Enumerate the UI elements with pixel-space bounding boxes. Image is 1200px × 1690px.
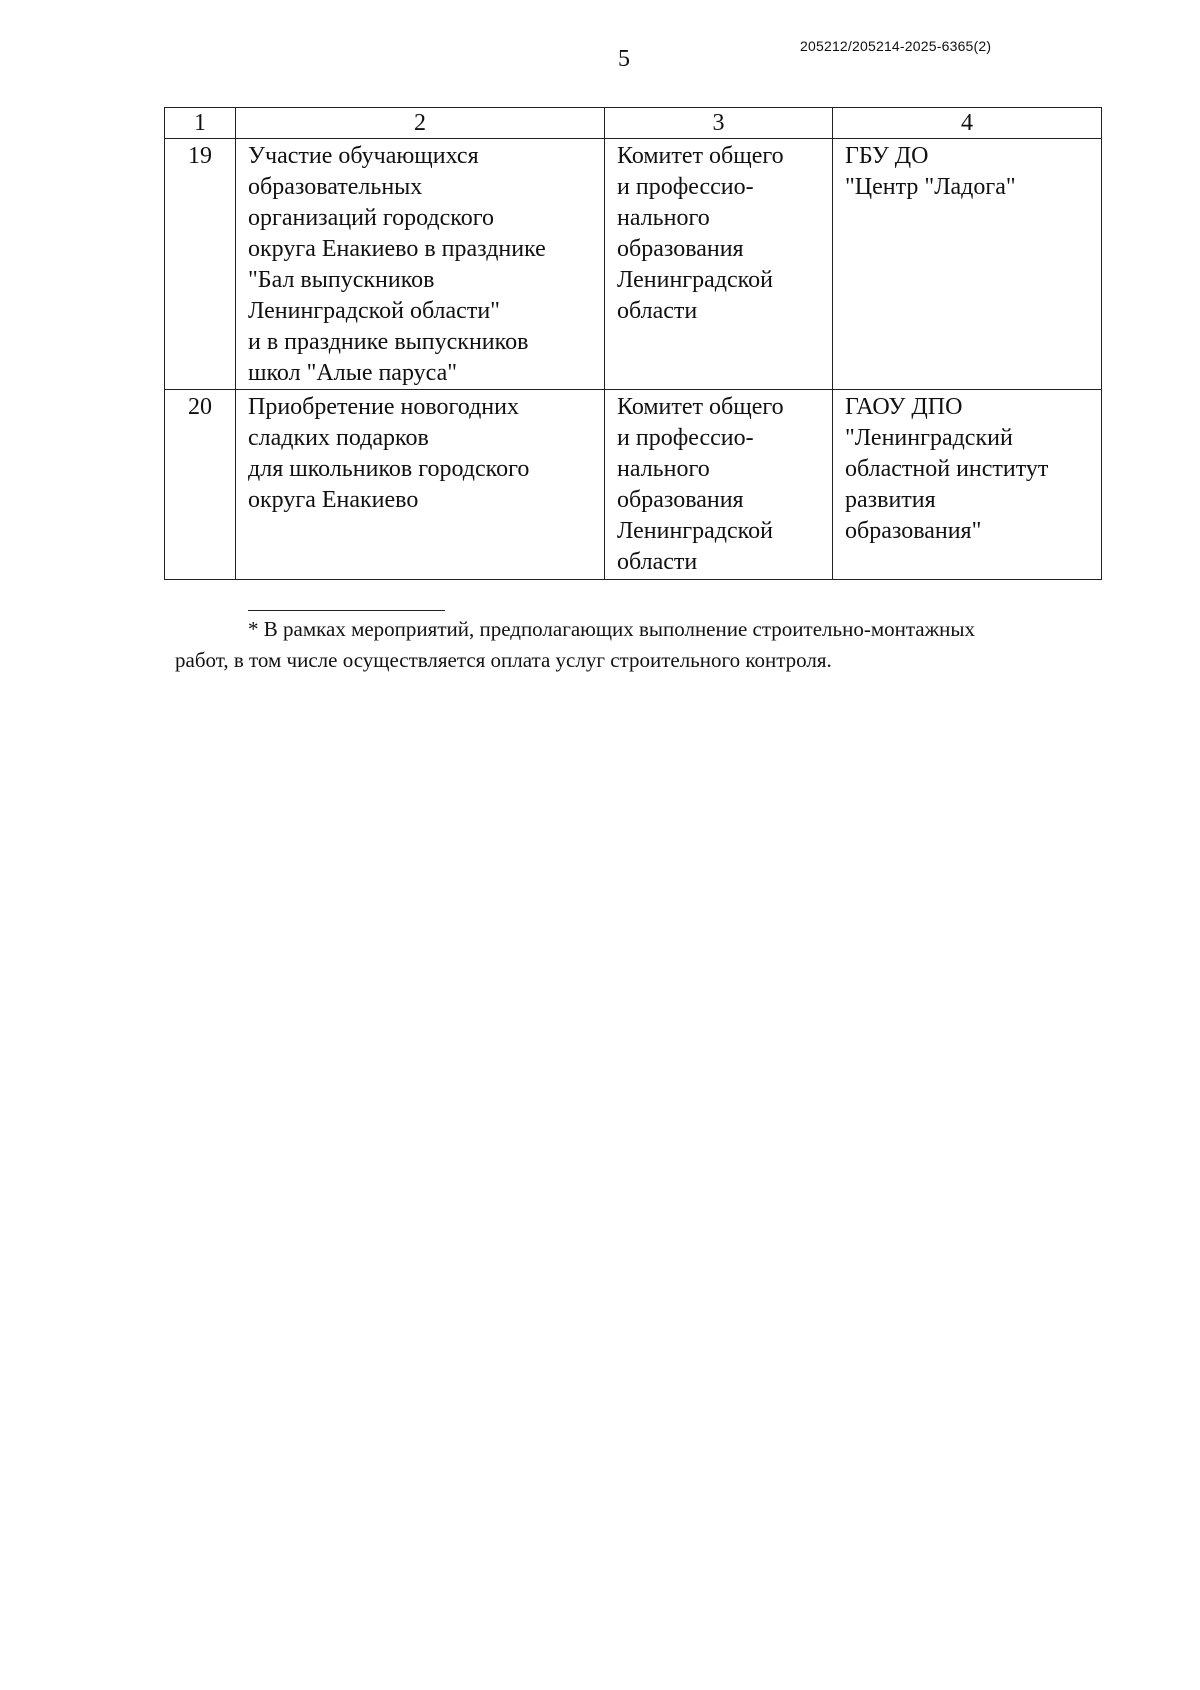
executor-line: областной институт bbox=[845, 456, 1049, 482]
column-header-3: 3 bbox=[605, 108, 833, 139]
event-line: и в празднике выпускников bbox=[248, 329, 529, 355]
table-row bbox=[165, 390, 1102, 580]
committee-line: Комитет общего bbox=[617, 394, 784, 420]
column-header-1: 1 bbox=[165, 108, 236, 139]
event-line: школ "Алые паруса" bbox=[248, 360, 458, 386]
committee-line: области bbox=[617, 298, 698, 324]
column-header-4: 4 bbox=[833, 108, 1102, 139]
measures-table bbox=[164, 107, 1102, 580]
executor-line: "Центр "Ладога" bbox=[845, 174, 1016, 200]
committee-line: и профессио- bbox=[617, 425, 754, 451]
event-line: сладких подарков bbox=[248, 425, 429, 451]
executor-cell bbox=[833, 139, 1102, 390]
event-line: округа Енакиево bbox=[248, 487, 419, 513]
event-line: "Бал выпускников bbox=[248, 267, 435, 293]
footnote bbox=[175, 614, 1105, 676]
event-line: Ленинградской области" bbox=[248, 298, 500, 324]
footnote-line: * В рамках мероприятий, предполагающих выполнение строительно-монтажных bbox=[248, 617, 975, 641]
responsible-committee-cell bbox=[605, 139, 833, 390]
committee-line: области bbox=[617, 549, 698, 575]
executor-line: образования" bbox=[845, 518, 982, 544]
committee-line: нального bbox=[617, 205, 710, 231]
event-line: организаций городского bbox=[248, 205, 494, 231]
event-line: Участие обучающихся bbox=[248, 143, 479, 169]
event-description-cell bbox=[236, 139, 605, 390]
table-body bbox=[165, 139, 1102, 580]
committee-line: образования bbox=[617, 236, 744, 262]
document-id: 205212/205214-2025-6365(2) bbox=[800, 38, 992, 54]
committee-line: образования bbox=[617, 487, 744, 513]
column-number-row bbox=[165, 108, 1102, 139]
event-line: округа Енакиево в празднике bbox=[248, 236, 546, 262]
executor-cell bbox=[833, 390, 1102, 580]
table-header bbox=[165, 108, 1102, 139]
footnote-line: работ, в том числе осуществляется оплата услуг строительного контроля. bbox=[175, 648, 832, 672]
executor-line: развития bbox=[845, 487, 936, 513]
executor-line: ГБУ ДО bbox=[845, 143, 929, 169]
row-number: 19 bbox=[165, 139, 236, 390]
page-number: 5 bbox=[618, 46, 630, 72]
event-line: для школьников городского bbox=[248, 456, 530, 482]
event-line: Приобретение новогодних bbox=[248, 394, 519, 420]
footnote-divider bbox=[248, 610, 445, 611]
committee-line: Ленинградской bbox=[617, 267, 773, 293]
event-line: образовательных bbox=[248, 174, 423, 200]
executor-line: "Ленинградский bbox=[845, 425, 1013, 451]
table-row bbox=[165, 139, 1102, 390]
column-header-2: 2 bbox=[236, 108, 605, 139]
executor-line: ГАОУ ДПО bbox=[845, 394, 963, 420]
responsible-committee-cell bbox=[605, 390, 833, 580]
event-description-cell bbox=[236, 390, 605, 580]
committee-line: и профессио- bbox=[617, 174, 754, 200]
committee-line: Ленинградской bbox=[617, 518, 773, 544]
row-number: 20 bbox=[165, 390, 236, 580]
committee-line: нального bbox=[617, 456, 710, 482]
committee-line: Комитет общего bbox=[617, 143, 784, 169]
